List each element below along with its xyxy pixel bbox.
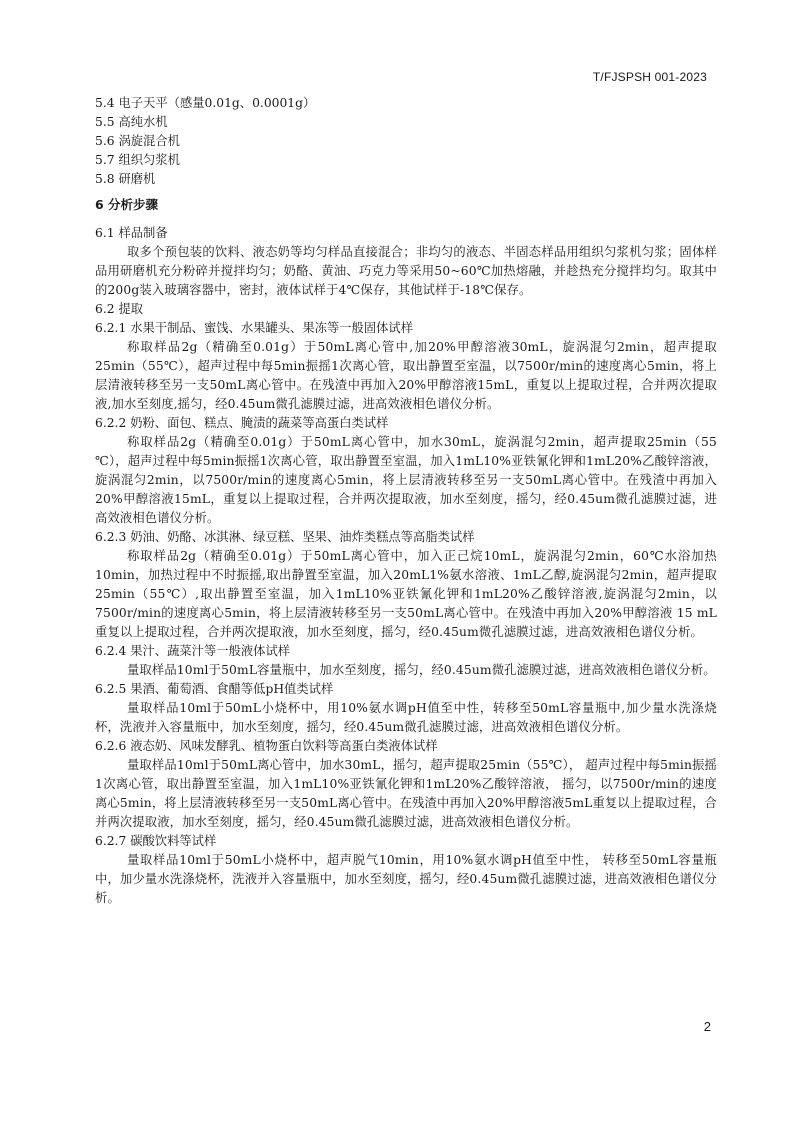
section-6-2-3-text: 称取样品2g（精确至0.01g）于50mL离心管中，加入正己烷10mL，旋涡混匀2min，60℃水浴加热10min，加热过程中不时振摇,取出静置至室温，加入20mL1%氨水溶液、1mL乙醇,旋涡混匀2min，超声提取25min（55℃）,取出静置至室温，加入1mL10%亚铁氰化钾和1mL20%乙酸锌溶液,旋涡混匀2min，以7500r/min的速度离心5min，将上层清液转移至另一支50mL离心管中。在残渣中再加入20%甲醇溶液 15 mL重复以上提取过程，合并两次提取液，加水至刻度，摇匀，经0.45um微孔滤膜过滤，进高效液相色谱仪分析。 [95,549,717,639]
section-6-2-1-text: 称取样品2g（精确至0.01g）于50mL离心管中,加20%甲醇溶液30mL，旋涡混匀2min，超声提取 25min（55℃），超声过程中每5min振摇1次离心管，取出静置至室温，以7500r/min的速度离心5min，将上层清液转移至另一支50mL离心管中。在残渣中再加入20%甲醇溶液15mL，重复以上提取过程，合并两次提取液,加水至刻度,摇匀，经0.45um微孔滤膜过滤，进高效液相色谱仪分析。 [95,340,717,411]
section-6-2-2-text: 称取样品2g（精确至0.01g）于50mL离心管中，加水30mL，旋涡混匀2min，超声提取25min（55 ℃），超声过程中每5min振摇1次离心管，取出静置至室温，加入1mL10%亚铁氰化钾和1mL20%乙酸锌溶液，旋涡混匀2min，以7500r/min的速度离心5min，将上层清液转移至另一支50mL离心管中。在残渣中再加入20%甲醇溶液15mL，重复以上提取过程，合并两次提取液，加水至刻度，摇匀，经0.45um微孔滤膜过滤，进高效液相色谱仪分析。 [95,435,717,525]
section-6-2-6-text: 量取样品10ml于50mL离心管中，加水30mL，摇匀，超声提取25min（55℃）， 超声过程中每5min振摇1次离心管，取出静置至室温，加入1mL10%亚铁氰化钾和1mL20%乙酸锌溶液， 摇匀，以7500r/min的速度离心5min，将上层清液转移至另一支50mL离心管中。在残渣中再加入20%甲醇溶液5mL重复以上提取过程，合并两次提取液，加水至刻度，摇匀，经0.45um微孔滤膜过滤，进高效液相色谱仪分析。 [95,758,717,829]
section-6-2-5-text: 量取样品10ml于50mL小烧杯中，用10%氨水调pH值至中性，转移至50mL容量瓶中,加少量水洗涤烧杯，洗液并入容量瓶中，加水至刻度，摇匀，经0.45um微孔滤膜过滤，进高效液相色谱仪分析。 [95,701,717,734]
equipment-item: 5.7 组织匀浆机 [95,153,180,167]
page-number: 2 [703,1019,711,1034]
section-6-2-4-text: 量取样品10ml于50mL容量瓶中，加水至刻度，摇匀，经0.45um微孔滤膜过滤，进高效液相色谱仪分析。 [127,663,716,677]
standard-code: T/FJSPSH 001-2023 [592,70,707,84]
section-6-2-7-heading: 6.2.7 碳酸饮料等试样 [95,834,217,848]
equipment-item: 5.5 高纯水机 [95,115,168,129]
equipment-item: 5.4 电子天平（感量0.01g、0.0001g） [95,96,316,110]
section-6-2-heading: 6.2 提取 [95,302,144,316]
section-6-2-1-heading: 6.2.1 水果干制品、蜜饯、水果罐头、果冻等一般固体试样 [95,321,414,335]
section-6-2-7-text: 量取样品10ml于50mL小烧杯中，超声脱气10min，用10%氨水调pH值至中性， 转移至50mL容量瓶中，加少量水洗涤烧杯，洗液并入容量瓶中，加水至刻度，摇匀，经0.45um微孔滤膜过滤，进高效液相色谱仪分析。 [95,853,717,905]
section-6-2-4-heading: 6.2.4 果汁、蔬菜汁等一般液体试样 [95,644,291,658]
equipment-item: 5.6 涡旋混合机 [95,134,180,148]
section-6-1-text: 取多个预包装的饮料、液态奶等均匀样品直接混合；非均匀的液态、半固态样品用组织匀浆机匀浆；固体样品用研磨机充分粉碎并搅拌均匀；奶酪、黄油、巧克力等采用50~60℃加热熔融，并趁热充分搅拌均匀。取其中的200g装入玻璃容器中，密封，液体试样于4℃保存，其他试样于-18℃保存。 [95,245,717,297]
equipment-item: 5.8 研磨机 [95,172,156,186]
section-6-heading: 6 分析步骤 [95,197,159,212]
section-6-2-2-heading: 6.2.2 奶粉、面包、糕点、腌渍的蔬菜等高蛋白类试样 [95,416,389,430]
section-6-2-3-heading: 6.2.3 奶油、奶酪、冰淇淋、绿豆糕、坚果、油炸类糕点等高脂类试样 [95,530,475,544]
section-6-1-heading: 6.1 样品制备 [95,226,168,240]
document-body [95,94,717,908]
section-6-2-5-heading: 6.2.5 果酒、葡萄酒、食醋等低pH值类试样 [95,682,334,696]
section-6-2-6-heading: 6.2.6 液态奶、风味发酵乳、植物蛋白饮料等高蛋白类液体试样 [95,739,438,753]
